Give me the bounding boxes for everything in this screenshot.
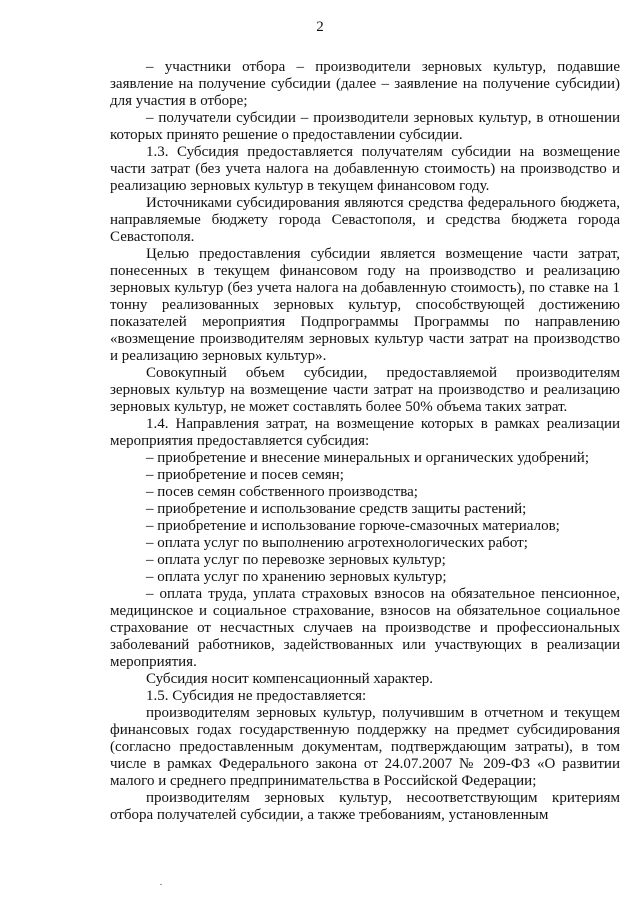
subsidy-purpose-paragraph: Целью предоставления субсидии является возмещение части затрат, понесенных в текущем финансовом году на производство и реализацию зерновых культур (без учета налога на добавленную стоимость), по ставке на 1 тонну реализованных зерновых культур, способствующей достижению показателей мероприятия Подпрограммы Программы по направлению «возмещение производителям зерновых культур части затрат на производство и реализацию зерновых культур».: [110, 246, 620, 364]
list-item: – оплата услуг по выполнению агротехнологических работ;: [146, 535, 528, 551]
list-item: – оплата услуг по перевозке зерновых культур;: [146, 552, 446, 568]
list-item: – приобретение и внесение минеральных и органических удобрений;: [146, 450, 589, 466]
exclusion-paragraph: производителям зерновых культур, получившим в отчетном и текущем финансовых годах государственную поддержку на предмет субсидирования (согласно предоставленным документам, подтверждающим затраты), в том числе в рамках Федерального закона от 24.07.2007 № 209-ФЗ «О развитии малого и среднего предпринимательства в Российской Федерации;: [110, 705, 620, 789]
subsidy-volume-paragraph: Совокупный объем субсидии, предоставляемой производителям зерновых культур на возмещение части затрат на производство и реализацию зерновых культур, не может составлять более 50% объема таких затрат.: [110, 365, 620, 415]
clause-1-5: 1.5. Субсидия не предоставляется:: [146, 688, 367, 704]
clause-1-4: 1.4. Направления затрат, на возмещение которых в рамках реализации мероприятия предоставляется субсидия:: [110, 416, 620, 449]
funding-sources-paragraph: Источниками субсидирования являются средства федерального бюджета, направляемые бюджету города Севастополя, и средства бюджета города Севастополя.: [110, 195, 620, 245]
definition-recipients: – получатели субсидии – производители зерновых культур, в отношении которых принято решение о предоставлении субсидии.: [110, 110, 620, 143]
list-item: – оплата труда, уплата страховых взносов на обязательное пенсионное, медицинское и социальное страхование, взносов на обязательное социальное страхование от несчастных случаев на производстве и профессиональных заболеваний работников, задействованных или участвующих в реализации мероприятия.: [110, 586, 620, 670]
compensation-note: Субсидия носит компенсационный характер.: [146, 671, 434, 687]
list-item: – приобретение и использование средств защиты растений;: [146, 501, 527, 517]
list-item: – посев семян собственного производства;: [146, 484, 418, 500]
scan-speck: [160, 884, 162, 885]
clause-1-3: 1.3. Субсидия предоставляется получателям субсидии на возмещение части затрат (без учета налога на добавленную стоимость) на производство и реализацию зерновых культур в текущем финансовом году.: [110, 144, 620, 194]
page-number: 2: [316, 19, 324, 35]
list-item: – приобретение и посев семян;: [146, 467, 344, 483]
list-item: – оплата услуг по хранению зерновых культур;: [146, 569, 447, 585]
list-item: – приобретение и использование горюче-смазочных материалов;: [146, 518, 560, 534]
document-body: [110, 59, 620, 824]
exclusion-paragraph: производителям зерновых культур, несоответствующим критериям отбора получателей субсидии, а также требованиям, установленным: [110, 790, 620, 823]
definition-participants: – участники отбора – производители зерновых культур, подавшие заявление на получение субсидии (далее – заявление на получение субсидии) для участия в отборе;: [110, 59, 620, 109]
